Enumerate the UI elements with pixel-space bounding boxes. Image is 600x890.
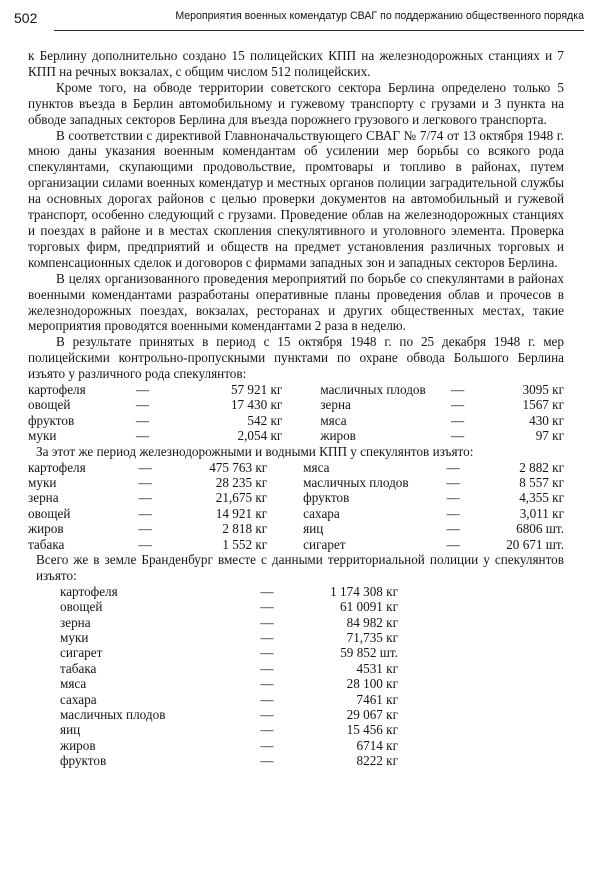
paragraph: В результате принятых в период с 15 октября 1948 г. по 25 декабря 1948 г. мер полицейскими контрольно-пропускными пунктами по охране обвода Большого Берлина изъято у различного рода спекулянтов:: [28, 334, 564, 382]
item-name: муки: [60, 630, 89, 646]
item-name: зерна: [320, 397, 351, 413]
dash: —: [260, 737, 274, 753]
paragraph: В соответствии с директивой Главноначальствующего СВАГ № 7/74 от 13 октября 1948 г. мною даны указания военным комендантам об усилении мер борьбы со всякого рода спекулянтами, скупающими продовольствие, промтовары и топливо в районах, путем организации силами военных комендатур и местных органов полиции заградительной службы на основных дорогах районов с целью проверки документов на автомобильный и гужевой транспорт, особенно следующий с грузами. Проведение облав на железнодорожных станциях и поездах в районе и в местах скопления спекулятивного и уголовного элемента. Проверка торговых фирм, предприятий и обществ на предмет установления различных торговых и компенсационных сделок и договоров с фирмами западных зон и западных секторов Берлина.: [28, 127, 564, 270]
table-row: [60, 753, 398, 768]
confiscation-table-brandenburg: [60, 584, 398, 769]
item-name: жиров: [320, 428, 356, 444]
item-name: жиров: [60, 737, 96, 753]
item-name: зерна: [28, 490, 59, 506]
table-row: [60, 738, 398, 753]
item-name: овощей: [60, 599, 103, 615]
table-row: [28, 521, 564, 536]
table-row: [60, 707, 398, 722]
dash: —: [446, 536, 460, 552]
table-row: [60, 722, 398, 737]
item-name: сигарет: [303, 536, 346, 552]
item-quantity: 61 0091 кг: [340, 599, 398, 615]
item-quantity: 8222 кг: [356, 753, 398, 769]
item-quantity: 28 235 кг: [215, 474, 268, 490]
item-quantity: 6806 шт.: [516, 521, 564, 537]
table-row: [28, 537, 564, 552]
dash: —: [451, 428, 465, 444]
item-quantity: 29 067 кг: [346, 707, 398, 723]
item-name: фруктов: [303, 490, 350, 506]
dash: —: [138, 536, 152, 552]
table3-intro: Всего же в земле Бранденбург вместе с данными территориальной полиции у спекулянтов изъято:: [36, 552, 564, 583]
item-name: овощей: [28, 505, 71, 521]
item-quantity: 8 557 кг: [519, 474, 564, 490]
dash: —: [446, 459, 460, 475]
confiscation-table-berlin-checkpoints: [28, 382, 564, 444]
table-row: [60, 615, 398, 630]
table-row: [60, 599, 398, 614]
dash: —: [260, 707, 274, 723]
dash: —: [451, 397, 465, 413]
item-name: масличных плодов: [320, 382, 426, 398]
item-name: зерна: [60, 614, 91, 630]
table-row: [28, 506, 564, 521]
item-name: масличных плодов: [303, 474, 409, 490]
item-quantity: 4531 кг: [356, 660, 398, 676]
table-row: [60, 692, 398, 707]
item-name: масличных плодов: [60, 707, 166, 723]
item-quantity: 17 430 кг: [230, 397, 283, 413]
table-row: [28, 397, 564, 412]
table-row: [60, 584, 398, 599]
table2-intro: За этот же период железнодорожными и водными КПП у спекулянтов изъято:: [36, 443, 474, 459]
item-quantity: 3095 кг: [522, 382, 564, 398]
dash: —: [446, 474, 460, 490]
item-name: овощей: [28, 397, 71, 413]
item-quantity: 15 456 кг: [346, 722, 398, 738]
item-name: картофеля: [28, 459, 86, 475]
item-quantity: 59 852 шт.: [340, 645, 398, 661]
dash: —: [260, 583, 274, 599]
table-row: [28, 428, 564, 443]
running-header: [14, 8, 584, 30]
item-quantity: 1567 кг: [522, 397, 564, 413]
dash: —: [138, 521, 152, 537]
dash: —: [138, 505, 152, 521]
item-quantity: 4,355 кг: [519, 490, 564, 506]
table-row: [60, 630, 398, 645]
item-quantity: 14 921 кг: [215, 505, 268, 521]
item-quantity: 1 552 кг: [222, 536, 268, 552]
dash: —: [135, 412, 150, 428]
item-name: яиц: [303, 521, 324, 537]
dash: —: [260, 753, 274, 769]
dash: —: [446, 490, 460, 506]
dash: —: [451, 382, 465, 398]
item-quantity: 20 671 шт.: [506, 536, 564, 552]
item-name: мяса: [320, 412, 347, 428]
item-name: муки: [28, 428, 57, 444]
dash: —: [260, 599, 274, 615]
item-quantity: 97 кг: [535, 428, 564, 444]
running-title: Мероприятия военных комендатур СВАГ по поддержанию общественного порядка: [175, 10, 584, 22]
item-quantity: 57 921 кг: [230, 382, 283, 398]
dash: —: [138, 474, 152, 490]
item-quantity: 28 100 кг: [346, 676, 398, 692]
item-name: сахара: [303, 505, 340, 521]
header-rule: [54, 30, 584, 31]
item-name: табака: [60, 660, 97, 676]
dash: —: [446, 505, 460, 521]
dash: —: [138, 490, 152, 506]
item-quantity: 542 кг: [247, 412, 283, 428]
table-row: [28, 490, 564, 505]
item-name: табака: [28, 536, 65, 552]
table-row: [28, 475, 564, 490]
item-quantity: 2 882 кг: [519, 459, 564, 475]
dash: —: [135, 397, 150, 413]
item-name: картофеля: [60, 583, 118, 599]
dash: —: [446, 521, 460, 537]
page-number: 502: [14, 10, 38, 26]
item-name: фруктов: [28, 412, 75, 428]
table-row: [28, 460, 564, 475]
item-name: мяса: [303, 459, 330, 475]
dash: —: [451, 412, 465, 428]
item-name: сахара: [60, 691, 97, 707]
paragraph: В целях организованного проведения мероприятий по борьбе со спекулянтами в районах военными комендантами разработаны оперативные планы проведения облав и прочесов в железнодорожных поездах, вокзалах, ресторанах и других общественных местах, такие мероприятия проводятся военными комендантами 2 раза в неделю.: [28, 270, 564, 334]
item-quantity: 2,054 кг: [237, 428, 283, 444]
item-quantity: 3,011 кг: [519, 505, 564, 521]
dash: —: [138, 459, 152, 475]
dash: —: [260, 676, 274, 692]
item-quantity: 1 174 308 кг: [330, 583, 398, 599]
item-quantity: 71,735 кг: [346, 630, 398, 646]
dash: —: [260, 691, 274, 707]
dash: —: [260, 614, 274, 630]
item-quantity: 84 982 кг: [346, 614, 398, 630]
item-name: жиров: [28, 521, 64, 537]
confiscation-table-rail-water-checkpoints: [28, 460, 564, 552]
dash: —: [135, 428, 150, 444]
item-name: муки: [28, 474, 57, 490]
table-row: [28, 382, 564, 397]
paragraph: к Берлину дополнительно создано 15 полицейских КПП на железнодорожных станциях и 7 КПП на речных вокзалах, с общим числом 512 полицейских.: [28, 48, 564, 79]
item-quantity: 7461 кг: [356, 691, 398, 707]
paragraph: Кроме того, на обводе территории советского сектора Берлина определено только 5 пунктов въезда в Берлин автомобильному и гужевому транспорту с грузами и 3 пункта на обводе западных секторов Берлина для въезда порожнего грузового и легкового транспорта.: [28, 79, 564, 127]
table-row: [60, 661, 398, 676]
dash: —: [260, 722, 274, 738]
item-quantity: 21,675 кг: [215, 490, 268, 506]
table-row: [60, 645, 398, 660]
item-name: фруктов: [60, 753, 107, 769]
dash: —: [260, 660, 274, 676]
body-text: [28, 48, 564, 769]
item-quantity: 430 кг: [529, 412, 564, 428]
dash: —: [260, 630, 274, 646]
item-name: картофеля: [28, 382, 86, 398]
item-quantity: 475 763 кг: [209, 459, 268, 475]
item-name: яиц: [60, 722, 81, 738]
dash: —: [135, 382, 150, 398]
dash: —: [260, 645, 274, 661]
item-quantity: 2 818 кг: [222, 521, 268, 537]
item-name: мяса: [60, 676, 87, 692]
table-row: [28, 413, 564, 428]
item-quantity: 6714 кг: [356, 737, 398, 753]
item-name: сигарет: [60, 645, 103, 661]
table-row: [60, 676, 398, 691]
